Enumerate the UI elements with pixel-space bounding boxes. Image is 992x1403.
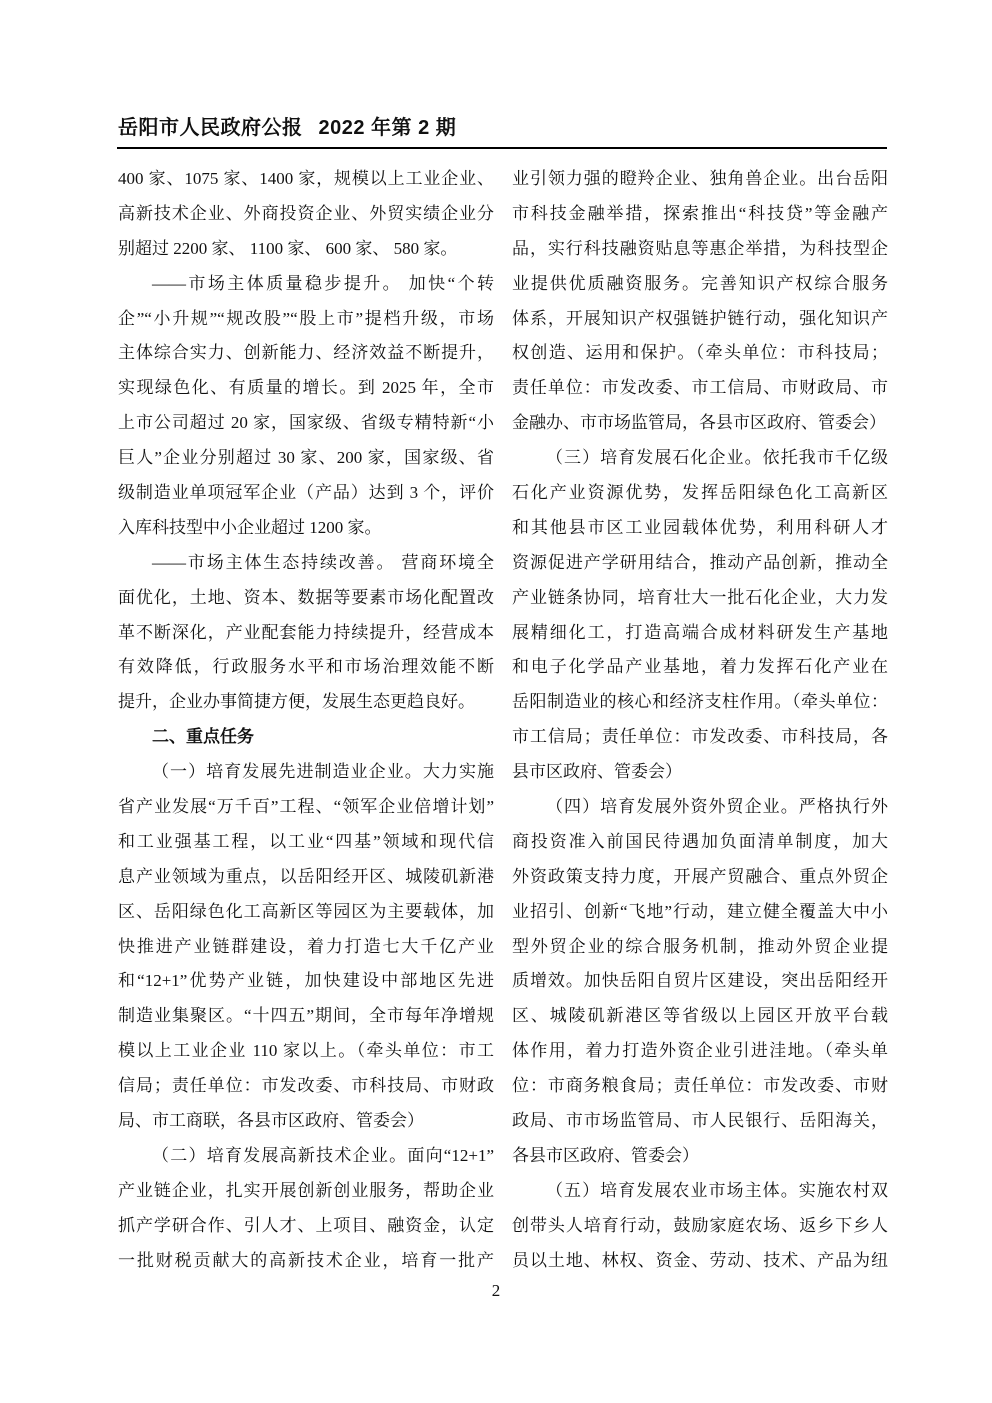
text-line: 上市公司超过 20 家，国家级、省级专精特新“小 — [118, 413, 494, 433]
text-line: 员以土地、林权、资金、劳动、技术、产品为纽 — [512, 1250, 888, 1270]
text-line: 岳阳制造业的核心和经济支柱作用。（牵头单位： — [512, 692, 888, 712]
text-line: 实现绿色化、有质量的增长。到 2025 年，全市 — [118, 378, 494, 398]
text-line: 金融办、市市场监管局，各县市区政府、管委会） — [512, 413, 886, 433]
text-line: 型外贸企业的综合服务机制，推动外贸企业提 — [512, 936, 888, 956]
text-line: 市科技金融举措，探索推出“科技贷”等金融产 — [512, 203, 888, 223]
text-line: 巨人”企业分别超过 30 家、200 家，国家级、省 — [118, 448, 494, 468]
body-columns — [118, 162, 888, 1279]
text-line: 石化产业资源优势，发挥岳阳绿色化工高新区 — [512, 483, 888, 503]
text-line: 有效降低，行政服务水平和市场治理效能不断 — [118, 657, 494, 677]
text-line: 县市区政府、管委会） — [512, 762, 682, 782]
text-line: 入库科技型中小企业超过 1200 家。 — [118, 517, 382, 537]
text-line: 外资政策支持力度，开展产贸融合、重点外贸企 — [512, 866, 888, 886]
text-line: （三）培育发展石化企业。依托我市千亿级 — [546, 448, 888, 468]
text-line: 展精细化工，打造高端合成材料研发生产基地 — [512, 622, 888, 642]
text-line: 业提供优质融资服务。完善知识产权综合服务 — [512, 273, 888, 293]
text-line: 省产业发展“万千百”工程、“领军企业倍增计划” — [118, 797, 494, 817]
text-line: 创带头人培育行动，鼓励家庭农场、返乡下乡人 — [512, 1215, 888, 1235]
text-line: 品，实行科技融资贴息等惠企举措，为科技型企 — [512, 238, 888, 258]
text-line: 和其他县市区工业园载体优势，利用科研人才 — [512, 517, 888, 537]
page-footer — [0, 1281, 992, 1301]
text-line: 企”“小升规”“规改股”“股上市”提档升级，市场 — [118, 308, 494, 328]
gazette-issue: 2022 年第 2 期 — [318, 117, 457, 139]
text-line: （五）培育发展农业市场主体。实施农村双 — [546, 1180, 888, 1200]
text-line: 级制造业单项冠军企业（产品）达到 3 个，评价 — [118, 483, 494, 503]
text-line: 商投资准入前国民待遇加负面清单制度，加大 — [512, 831, 888, 851]
text-line: 快推进产业链群建设，着力打造七大千亿产业 — [118, 936, 494, 956]
gazette-title: 岳阳市人民政府公报 — [118, 117, 303, 139]
text-column-right — [512, 162, 888, 1279]
header-rule — [117, 147, 887, 149]
text-line: 责任单位：市发改委、市工信局、市财政局、市 — [512, 378, 888, 398]
text-line: 区、城陵矶新港区等省级以上园区开放平台载 — [512, 1006, 888, 1026]
text-line: 提升，企业办事简捷方便，发展生态更趋良好。 — [118, 692, 475, 712]
page-number: 2 — [491, 1281, 501, 1300]
text-line: 主体综合实力、创新能力、经济效益不断提升， — [118, 343, 494, 363]
text-line: （四）培育发展外资外贸企业。严格执行外 — [546, 797, 888, 817]
text-line: 产业链企业，扎实开展创新创业服务，帮助企业 — [118, 1180, 494, 1200]
text-line: 革不断深化，产业配套能力持续提升，经营成本 — [118, 622, 494, 642]
text-line: 产业链条协同，培育壮大一批石化企业，大力发 — [512, 587, 888, 607]
text-line: ——市场主体质量稳步提升。 加快“个转 — [152, 273, 494, 293]
text-line: 抓产学研合作、引人才、上项目、融资金，认定 — [118, 1215, 494, 1235]
text-line: 区、岳阳绿色化工高新区等园区为主要载体，加 — [118, 901, 494, 921]
text-line: 体作用，着力打造外资企业引进洼地。（牵头单 — [512, 1041, 888, 1061]
text-line: 和工业强基工程，以工业“四基”领域和现代信 — [118, 831, 494, 851]
text-line: 高新技术企业、外商投资企业、外贸实绩企业分 — [118, 203, 494, 223]
text-line: 资源促进产学研用结合，推动产品创新，推动全 — [512, 552, 888, 572]
text-line: 信局；责任单位：市发改委、市科技局、市财政 — [118, 1076, 494, 1096]
text-line: 模以上工业企业 110 家以上。（牵头单位：市工 — [118, 1041, 494, 1061]
text-line: 体系，开展知识产权强链护链行动，强化知识产 — [512, 308, 888, 328]
text-line: 业引领力强的瞪羚企业、独角兽企业。出台岳阳 — [512, 169, 888, 188]
text-line: 息产业领域为重点，以岳阳经开区、城陵矶新港 — [118, 866, 494, 886]
text-line: 面优化，土地、资本、数据等要素市场化配置改 — [118, 587, 494, 607]
text-line: 400 家、1075 家、1400 家，规模以上工业企业、 — [118, 169, 494, 188]
text-line: （二）培育发展高新技术企业。面向“12+1” — [152, 1145, 494, 1165]
text-line: 位：市商务粮食局；责任单位：市发改委、市财 — [512, 1076, 888, 1096]
text-line: 业招引、创新“飞地”行动，建立健全覆盖大中小 — [512, 901, 888, 921]
text-line: 市工信局；责任单位：市发改委、市科技局，各 — [512, 727, 888, 747]
text-line: 政局、市市场监管局、市人民银行、岳阳海关， — [512, 1111, 888, 1131]
text-line: 和“12+1”优势产业链，加快建设中部地区先进 — [118, 971, 494, 991]
gazette-header — [118, 111, 888, 140]
text-line: 一批财税贡献大的高新技术企业，培育一批产 — [118, 1250, 494, 1270]
text-column-left — [118, 162, 494, 1279]
text-line: 别超过 2200 家、 1100 家、 600 家、 580 家。 — [118, 238, 458, 258]
text-line: ——市场主体生态持续改善。 营商环境全 — [152, 552, 494, 572]
text-line: （一）培育发展先进制造业企业。大力实施 — [152, 762, 494, 782]
text-line: 各县市区政府、管委会） — [512, 1145, 699, 1165]
text-line: 质增效。加快岳阳自贸片区建设，突出岳阳经开 — [512, 971, 888, 991]
text-line: 和电子化学品产业基地，着力发挥石化产业在 — [512, 657, 888, 677]
text-line: 二、重点任务 — [152, 727, 254, 747]
text-line: 权创造、运用和保护。（牵头单位：市科技局； — [512, 343, 888, 363]
text-line: 局、市工商联，各县市区政府、管委会） — [118, 1111, 424, 1131]
text-line: 制造业集聚区。“十四五”期间，全市每年净增规 — [118, 1006, 494, 1026]
